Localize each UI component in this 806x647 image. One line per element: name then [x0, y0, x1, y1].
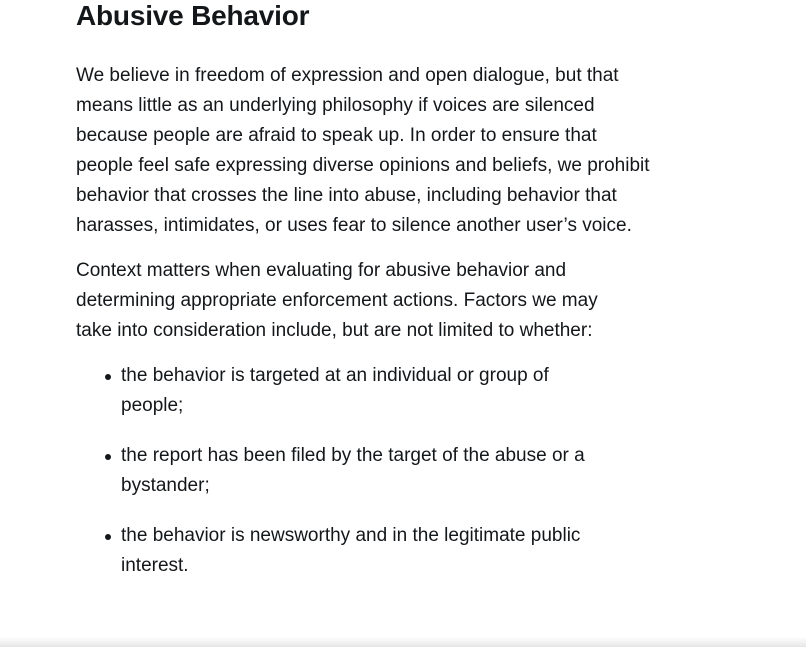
- page-title: Abusive Behavior: [76, 0, 310, 31]
- bullet-icon: [105, 534, 111, 540]
- list-item: [76, 361, 676, 421]
- list-item-text: the behavior is targeted at an individual or group of people;: [121, 365, 549, 416]
- paragraph-context: Context matters when evaluating for abusive behavior and determining appropriate enforcement actions. Factors we may take into consideration include, but are not limited to whether:: [76, 260, 598, 341]
- article: [76, 0, 676, 601]
- bullet-icon: [105, 454, 111, 460]
- list-item: [76, 521, 676, 581]
- list-item-text: the behavior is newsworthy and in the legitimate public interest.: [121, 525, 581, 576]
- factors-list: [76, 361, 676, 581]
- list-item: [76, 441, 676, 501]
- paragraph-intro: We believe in freedom of expression and open dialogue, but that means little as an underlying philosophy if voices are silenced because people are afraid to speak up. In order to ensure that people feel safe expressing diverse opinions and beliefs, we prohibit behavior that crosses the line into abuse, including behavior that harasses, intimidates, or uses fear to silence another user’s voice.: [76, 65, 650, 236]
- bottom-shadow: [0, 637, 806, 647]
- bullet-icon: [105, 374, 111, 380]
- list-item-text: the report has been filed by the target of the abuse or a bystander;: [121, 445, 585, 496]
